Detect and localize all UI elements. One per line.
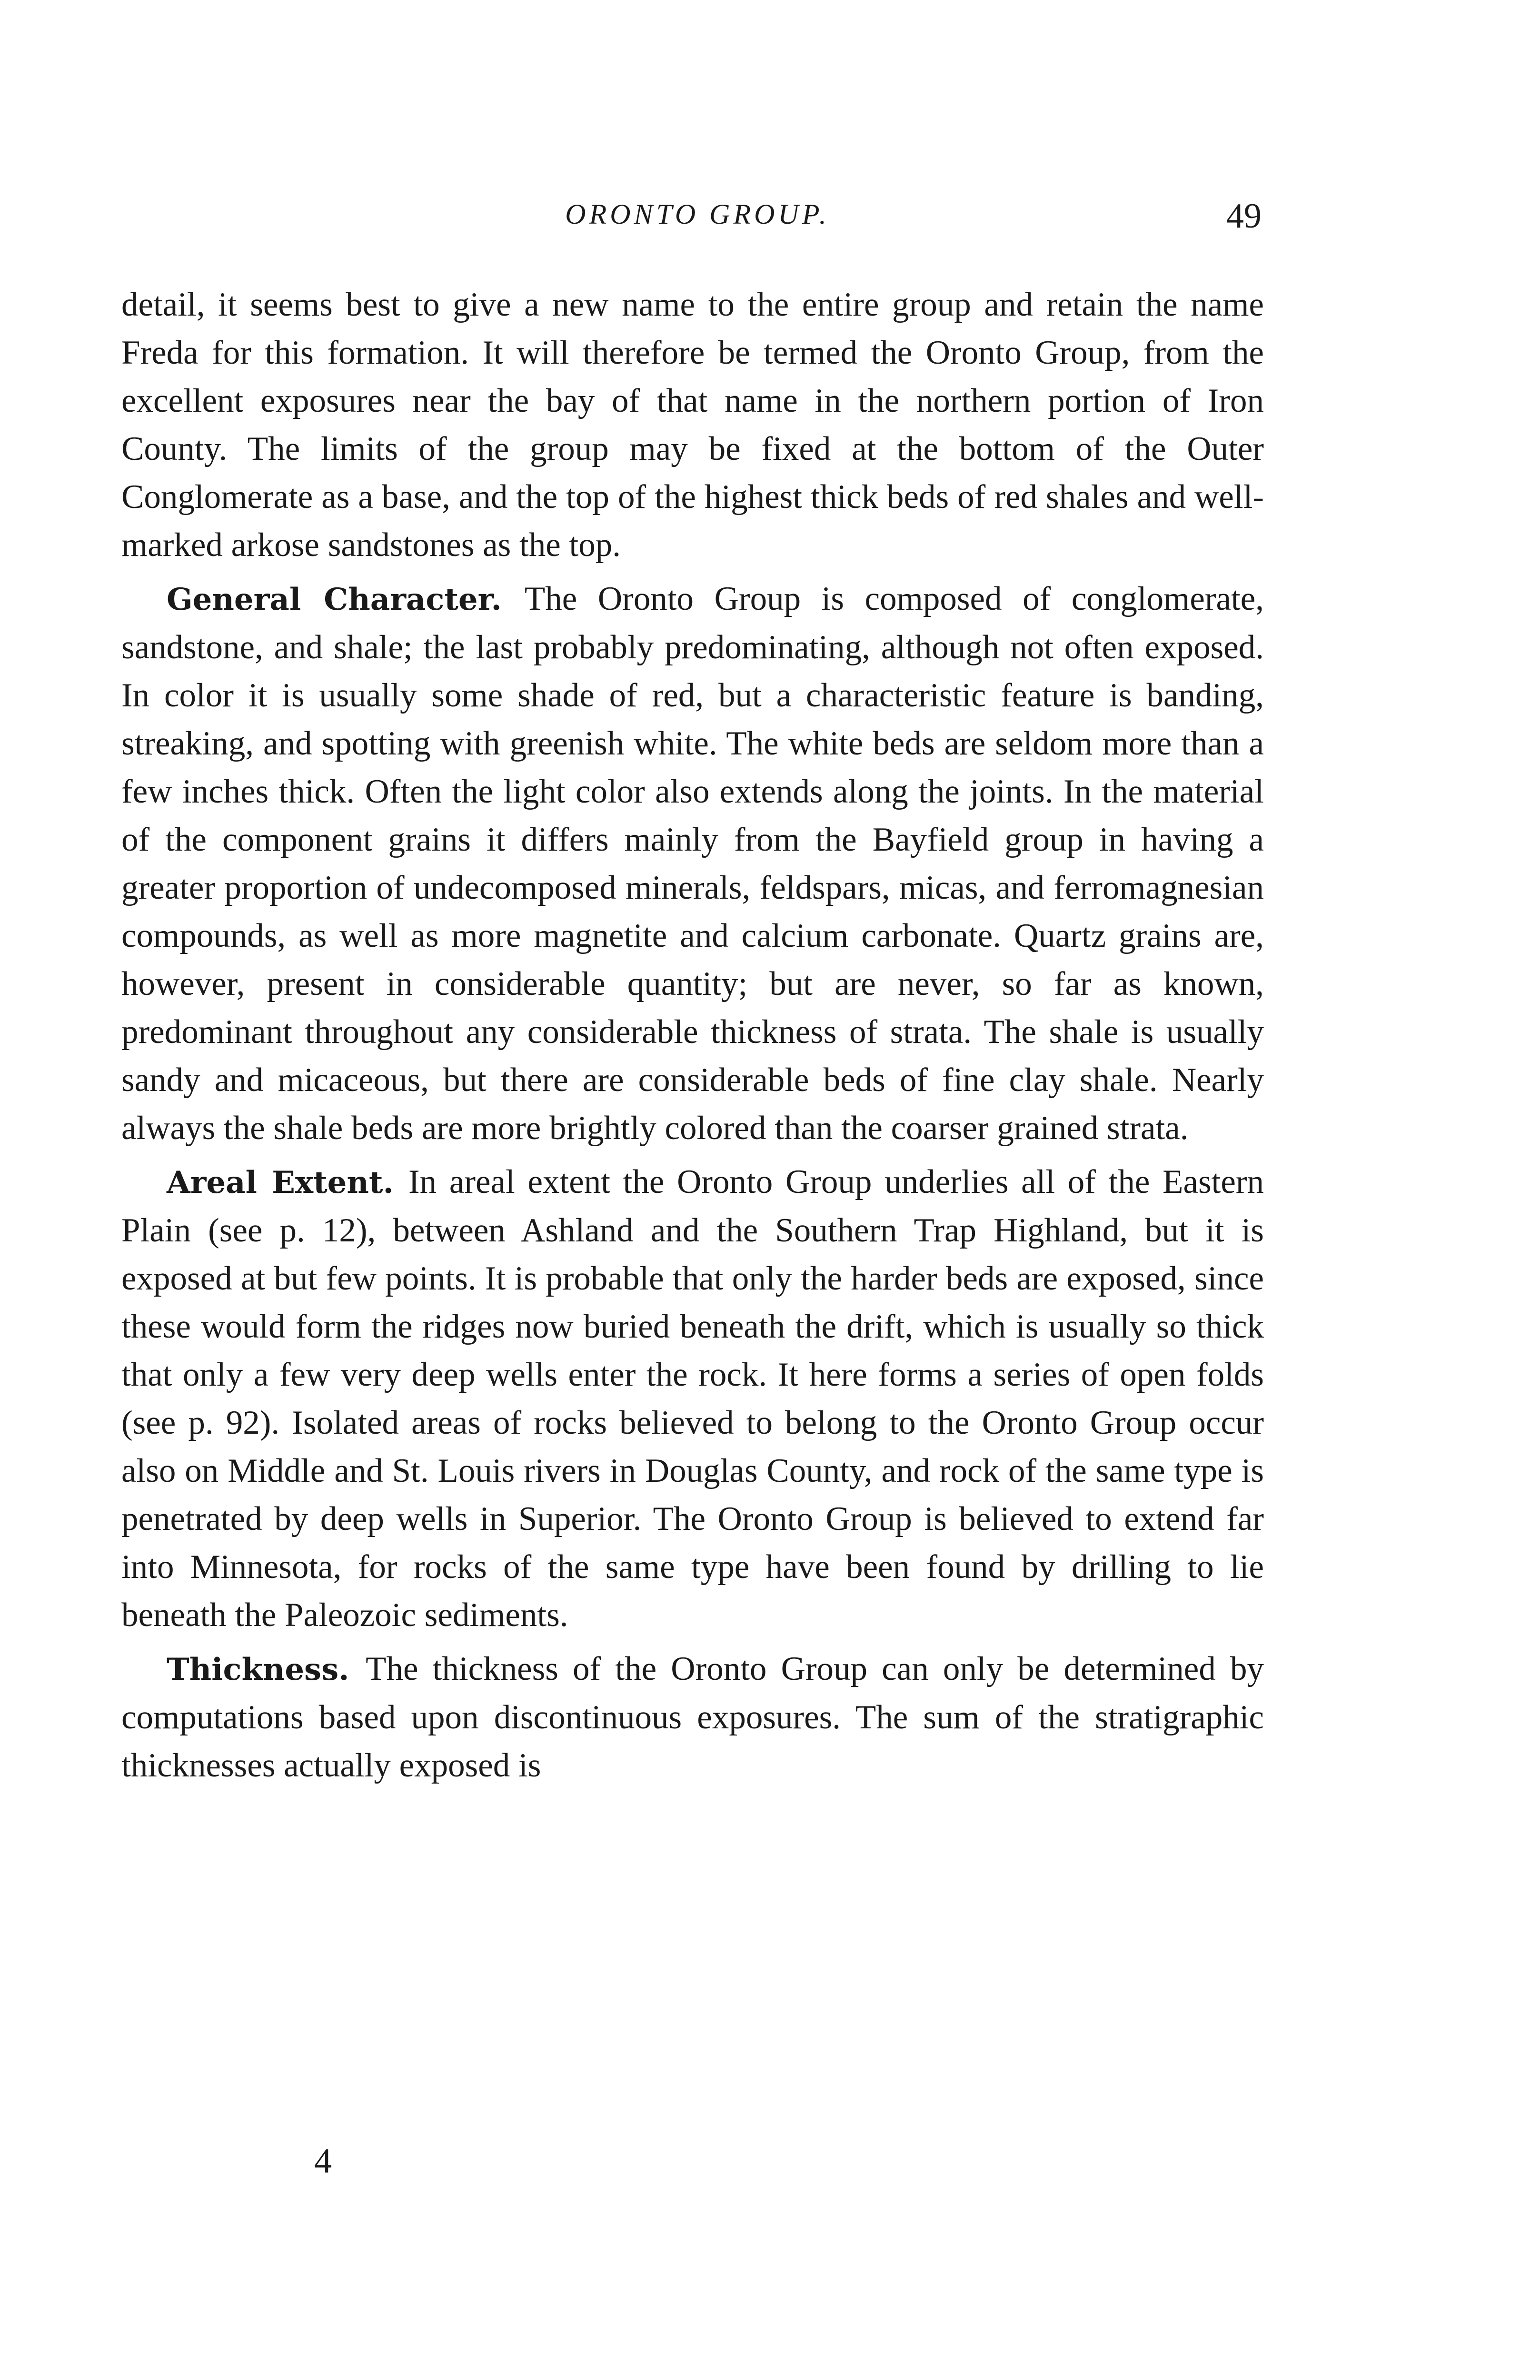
signature-mark: 4 [314, 2142, 332, 2181]
running-title: ORONTO GROUP. [565, 198, 830, 230]
page-number: 49 [1226, 197, 1262, 236]
section-heading-general-character: General Character. [167, 582, 525, 617]
section-heading-areal-extent: Areal Extent. [167, 1165, 408, 1200]
paragraph-continuation [121, 281, 1264, 569]
paragraph-text: detail, it seems best to give a new name to the entire group and retain the name Freda for this formation. It will therefore be termed the Oronto Group, from the excellent exposures near the bay of that name in the northern portion of Iron County. The limits of the group may be fixed at the bottom of the Outer Conglomerate as a base, and the top of the highest thick beds of red shales and well-marked arkose sandstones as the top. [121, 286, 1264, 564]
paragraph-text: The thickness of the Oronto Group can only be determined by computations based upon discontinuous exposures. The sum of the stratigraphic thicknesses actually exposed is [121, 1650, 1264, 1784]
section-heading-thickness: Thickness. [167, 1652, 366, 1687]
paragraph-thickness [121, 1645, 1264, 1790]
paragraph-general-character [121, 575, 1264, 1152]
paragraph-text: In areal extent the Oronto Group underlies all of the Eastern Plain (see p. 12), between Ashland and the Southern Trap Highland, but it is exposed at but few points. It is probable that only the harder beds are exposed, since these would form the ridges now buried beneath the drift, which is usually so thick that only a few very deep wells enter the rock. It here forms a series of open folds (see p. 92). Isolated areas of rocks believed to belong to the Oronto Group occur also on Middle and St. Louis rivers in Douglas County, and rock of the same type is penetrated by deep wells in Superior. The Oronto Group is believed to extend far into Minnesota, for rocks of the same type have been found by drilling to lie beneath the Paleozoic sediments. [121, 1163, 1264, 1634]
running-header [133, 188, 1262, 240]
paragraph-text: The Oronto Group is composed of conglomerate, sandstone, and shale; the last probably predominating, although not often exposed. In color it is usually some shade of red, but a characteristic feature is banding, streaking, and spotting with greenish white. The white beds are seldom more than a few inches thick. Often the light color also extends along the joints. In the material of the component grains it differs mainly from the Bayfield group in having a greater proportion of undecomposed minerals, feldspars, micas, and ferromagnesian compounds, as well as more magnetite and calcium carbonate. Quartz grains are, however, present in considerable quantity; but are never, so far as known, predominant throughout any considerable thickness of strata. The shale is usually sandy and micaceous, but there are considerable beds of fine clay shale. Nearly always the shale beds are more brightly colored than the coarser grained strata. [121, 580, 1264, 1147]
paragraph-areal-extent [121, 1158, 1264, 1639]
body-text [121, 281, 1264, 1795]
